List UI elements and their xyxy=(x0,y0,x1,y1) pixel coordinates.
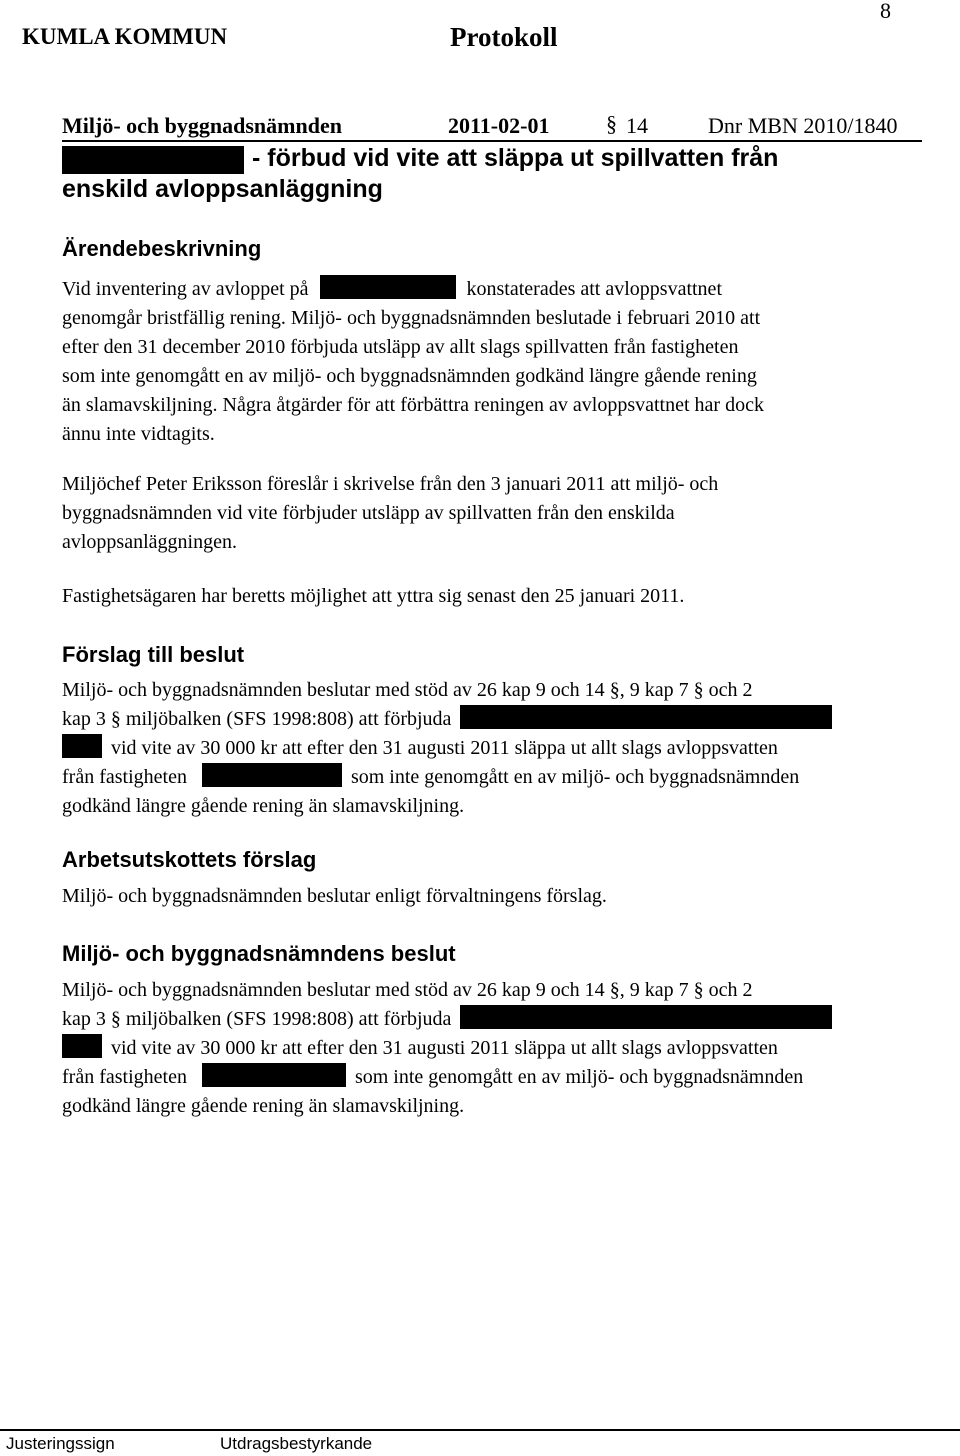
description-line: konstaterades att avloppsvattnet xyxy=(466,278,722,300)
proposal-line: kap 3 xyxy=(62,708,106,730)
redaction-box xyxy=(202,1063,346,1087)
decision-line: och 2 xyxy=(708,979,753,1001)
proposal-line: från fastigheten xyxy=(62,766,187,788)
title-redaction xyxy=(62,146,244,174)
heading-forslag-till-beslut: Förslag till beslut xyxy=(62,642,245,667)
title-line-2: enskild avloppsanläggning xyxy=(62,175,383,203)
description-line: Fastighetsägaren har beretts möjlighet att yttra sig senast den 25 januari 2011. xyxy=(62,585,685,607)
page-number: 8 xyxy=(880,0,891,23)
org-name: KUMLA KOMMUN xyxy=(22,24,228,49)
redaction-box xyxy=(320,275,456,299)
description-line: efter den 31 december 2010 förbjuda utsläpp av allt slags spillvatten från fastigheten xyxy=(62,336,739,358)
proposal-line: miljöbalken (SFS 1998:808) att förbjuda xyxy=(125,708,452,730)
footer-justeringssign: Justeringssign xyxy=(6,1434,115,1453)
description-line: än slamavskiljning. Några åtgärder för att förbättra reningen av avloppsvattnet har dock xyxy=(62,394,764,416)
decision-line: kap 3 xyxy=(62,1008,106,1030)
section-sign: § xyxy=(693,979,704,1001)
proposal-line: godkänd längre gående rening än slamavskiljning. xyxy=(62,795,465,817)
decision-line: Miljö- och byggnadsnämnden beslutar med stöd av 26 kap 9 och 14 xyxy=(62,979,605,1001)
redaction-box xyxy=(202,763,342,787)
description-line: Miljöchef Peter Eriksson föreslår i skrivelse från den 3 januari 2011 att miljö- och xyxy=(62,473,719,495)
description-line: Vid inventering av avloppet på xyxy=(62,278,309,300)
description-paragraph-2 xyxy=(62,470,718,557)
redaction-box xyxy=(460,705,832,729)
section-number: 14 xyxy=(626,113,648,138)
proposal-paragraph xyxy=(62,676,832,821)
description-paragraph-1 xyxy=(62,275,764,449)
description-line: ännu inte vidtagits. xyxy=(62,423,215,445)
description-line: genomgår bristfällig rening. Miljö- och byggnadsnämnden beslutade i februari 2010 att xyxy=(62,307,761,329)
proposal-line: som inte genomgått en av miljö- och byggnadsnämnden xyxy=(350,766,800,788)
meeting-date: 2011-02-01 xyxy=(448,113,550,138)
decision-line: vid vite av 30 000 kr att efter den 31 augusti 2011 släppa ut allt slags avloppsvatten xyxy=(111,1037,778,1059)
proposal-line: och 2 xyxy=(708,679,753,701)
committee-name: Miljö- och byggnadsnämnden xyxy=(62,113,342,138)
committee-proposal xyxy=(62,882,607,911)
description-line: avloppsanläggningen. xyxy=(62,531,237,553)
section-sign: § xyxy=(609,679,620,701)
decision-line: godkänd längre gående rening än slamavskiljning. xyxy=(62,1095,465,1117)
document-type: Protokoll xyxy=(450,22,558,52)
footer-utdragsbestyrkande: Utdragsbestyrkande xyxy=(220,1434,373,1453)
section-sign: § xyxy=(110,708,121,730)
section-sign: § xyxy=(609,979,620,1001)
description-line: som inte genomgått en av miljö- och byggnadsnämnden godkänd längre gående rening xyxy=(62,365,757,387)
section-sign: § xyxy=(110,1008,121,1030)
decision-paragraph xyxy=(62,976,832,1121)
description-paragraph-3 xyxy=(62,582,684,611)
footer-rule xyxy=(0,1429,960,1431)
decision-line: miljöbalken (SFS 1998:808) att förbjuda xyxy=(125,1008,452,1030)
proposal-line: , 9 kap 7 xyxy=(619,679,689,701)
committee-proposal-line: Miljö- och byggnadsnämnden beslutar enligt förvaltningens förslag. xyxy=(62,885,607,907)
decision-line: som inte genomgått en av miljö- och byggnadsnämnden xyxy=(354,1066,804,1088)
heading-arbetsutskottets-forslag: Arbetsutskottets förslag xyxy=(62,847,317,872)
redaction-box xyxy=(460,1005,832,1029)
heading-arendebeskrivning: Ärendebeskrivning xyxy=(62,236,262,261)
proposal-line: vid vite av 30 000 kr att efter den 31 augusti 2011 släppa ut allt slags avloppsvatten xyxy=(111,737,778,759)
section-sign: § xyxy=(693,679,704,701)
decision-line: , 9 kap 7 xyxy=(619,979,689,1001)
decision-line: från fastigheten xyxy=(62,1066,187,1088)
description-line: byggnadsnämnden vid vite förbjuder utsläpp av spillvatten från den enskilda xyxy=(62,502,675,524)
redaction-box xyxy=(62,734,102,758)
title-line-1: - förbud vid vite att släppa ut spillvatten från xyxy=(252,144,779,172)
diary-number: Dnr MBN 2010/1840 xyxy=(708,113,898,138)
section-sign: § xyxy=(606,111,617,136)
header-rule xyxy=(62,140,922,142)
heading-namndens-beslut: Miljö- och byggnadsnämndens beslut xyxy=(62,941,456,966)
redaction-box xyxy=(62,1034,102,1058)
proposal-line: Miljö- och byggnadsnämnden beslutar med stöd av 26 kap 9 och 14 xyxy=(62,679,605,701)
